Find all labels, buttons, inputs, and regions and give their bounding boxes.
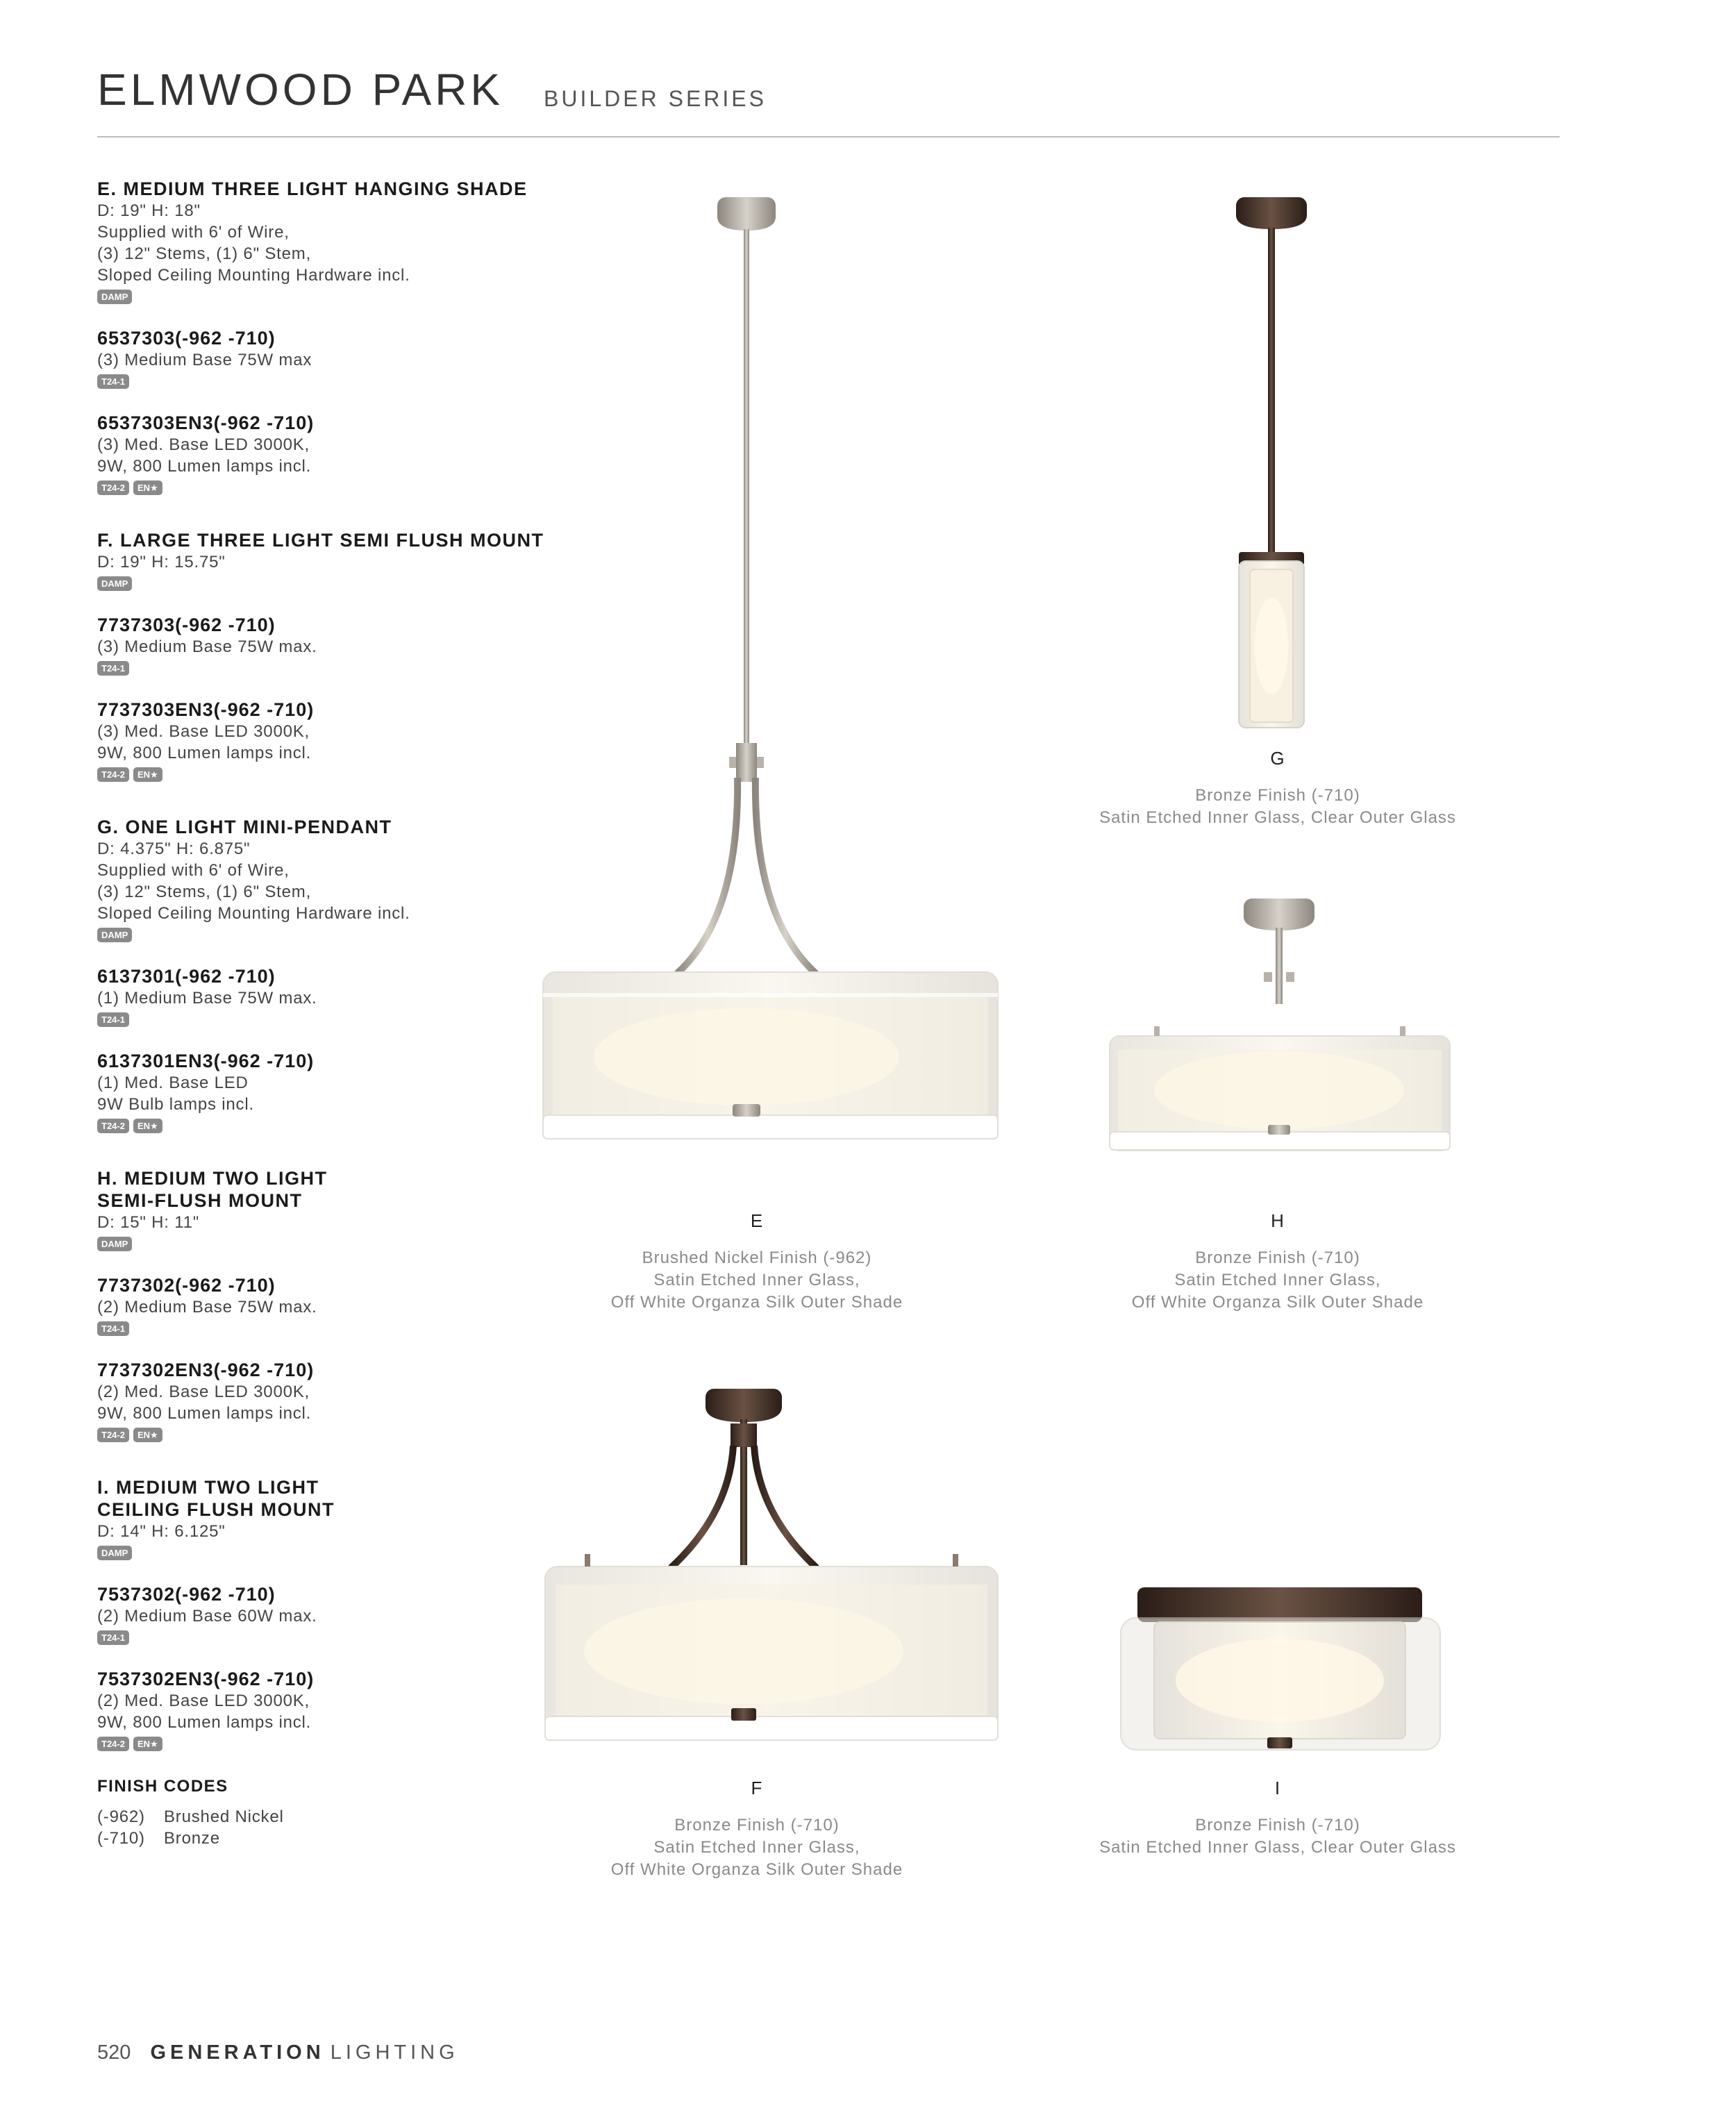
section-title: G. ONE LIGHT MINI-PENDANT [97,817,392,837]
finish-codes-title: FINISH CODES [97,1777,228,1796]
finish-name: Bronze [164,1829,220,1848]
model-number: 7737303(-962 -710) [97,615,276,635]
model-spec-line: 9W, 800 Lumen lamps incl. [97,457,312,476]
model-spec-line: (2) Med. Base LED 3000K, [97,1382,310,1401]
caption-line: Off White Organza Silk Outer Shade [610,1860,903,1879]
model-spec-line: (2) Medium Base 75W max. [97,1298,317,1317]
caption-letter: E [750,1210,764,1231]
certification-badge: DAMP [97,290,132,304]
certification-badge: T24-2 [97,767,129,782]
caption-line: Bronze Finish (-710) [674,1816,840,1835]
model-spec-line: 9W, 800 Lumen lamps incl. [97,744,312,762]
certification-badge: T24-1 [97,374,129,389]
model-spec-line: (3) Medium Base 75W max. [97,637,317,656]
certification-badge: EN★ [133,1737,162,1751]
model-number: 7737303EN3(-962 -710) [97,699,315,720]
model-spec-line: 9W, 800 Lumen lamps incl. [97,1713,312,1732]
caption-letter: F [751,1778,763,1798]
product-spec-section [97,178,569,496]
spec-line: D: 19" H: 15.75" [97,553,226,571]
model-spec-line: 9W, 800 Lumen lamps incl. [97,1404,312,1423]
badge-group [97,1428,569,1443]
badge-group [97,1321,569,1337]
certification-badge: T24-1 [97,1321,129,1336]
caption-line: Bronze Finish (-710) [1195,1248,1360,1267]
caption-letter: G [1270,748,1285,769]
certification-badge: T24-1 [97,661,129,676]
model-entry [97,614,569,676]
caption-line: Brushed Nickel Finish (-962) [642,1248,872,1267]
badge-group [97,928,569,943]
product-image-h [1062,889,1549,1194]
brand-name-light: LIGHTING [330,2041,459,2064]
spec-line: D: 4.375" H: 6.875" [97,839,251,858]
model-entry [97,412,569,496]
model-entry [97,1668,569,1752]
model-spec-line: (3) Med. Base LED 3000K, [97,722,310,741]
caption-letter: I [1274,1778,1281,1798]
page-title: ELMWOOD PARK [97,65,504,115]
section-title-line2: CEILING FLUSH MOUNT [97,1499,335,1520]
model-number: 7737302(-962 -710) [97,1275,276,1296]
badge-group [97,767,569,783]
certification-badge: EN★ [133,481,162,495]
badge-group [97,1630,569,1646]
brand-name-bold: GENERATION [150,2041,325,2064]
certification-badge: T24-1 [97,1630,129,1645]
product-image-i [1062,1555,1549,1764]
spec-line: Sloped Ceiling Mounting Hardware incl. [97,266,410,285]
finish-code-row [97,1806,569,1828]
badge-group [97,1237,569,1252]
header-divider [97,136,1560,137]
spec-line: Supplied with 6' of Wire, [97,223,290,242]
model-spec-line: (1) Medium Base 75W max. [97,989,317,1008]
caption-line: Off White Organza Silk Outer Shade [1131,1293,1424,1312]
model-entry [97,699,569,783]
badge-group [97,661,569,676]
model-entry [97,965,569,1028]
page-footer [97,2041,459,2064]
model-spec-line: (2) Med. Base LED 3000K, [97,1691,310,1710]
model-spec-line: (3) Medium Base 75W max [97,351,312,369]
product-image-e [528,181,1014,1194]
badge-group [97,1119,569,1134]
caption-line: Off White Organza Silk Outer Shade [610,1293,903,1312]
spec-line: Supplied with 6' of Wire, [97,861,290,880]
model-entry [97,1274,569,1337]
certification-badge: DAMP [97,1546,132,1560]
caption-line: Satin Etched Inner Glass, Clear Outer Glass [1099,808,1456,827]
model-spec-line: (3) Med. Base LED 3000K, [97,435,310,454]
finish-code: (-710) [97,1829,145,1848]
spec-line: Sloped Ceiling Mounting Hardware incl. [97,904,410,923]
model-number: 7537302(-962 -710) [97,1584,276,1605]
spec-line: (3) 12" Stems, (1) 6" Stem, [97,244,312,263]
section-title: E. MEDIUM THREE LIGHT HANGING SHADE [97,178,528,199]
caption-f [514,1778,1000,1881]
model-spec-line: (2) Medium Base 60W max. [97,1607,317,1626]
certification-badge: T24-2 [97,1737,129,1751]
product-spec-section [97,529,569,783]
finish-name: Brushed Nickel [164,1807,284,1826]
badge-group [97,1737,569,1752]
model-entry [97,1050,569,1134]
certification-badge: T24-2 [97,1428,129,1442]
caption-g [1035,748,1521,829]
section-title: I. MEDIUM TWO LIGHT [97,1477,319,1498]
badge-group [97,1546,569,1561]
product-spec-section [97,1167,569,1443]
badge-group [97,1012,569,1028]
page-subtitle: BUILDER SERIES [544,86,767,111]
certification-badge: EN★ [133,1428,162,1442]
spec-line: (3) 12" Stems, (1) 6" Stem, [97,883,312,901]
spec-column [97,178,569,1849]
badge-group [97,576,569,592]
finish-code-row [97,1828,569,1849]
caption-line: Satin Etched Inner Glass, [1174,1271,1381,1289]
caption-h [1035,1210,1521,1314]
caption-line: Bronze Finish (-710) [1195,1816,1360,1835]
model-number: 7737302EN3(-962 -710) [97,1360,315,1380]
certification-badge: T24-2 [97,481,129,495]
caption-letter: H [1271,1210,1285,1231]
section-title-line2: SEMI-FLUSH MOUNT [97,1190,303,1211]
certification-badge: EN★ [133,1119,162,1133]
model-number: 6537303EN3(-962 -710) [97,412,315,433]
certification-badge: T24-1 [97,1012,129,1027]
product-spec-section [97,1476,569,1752]
badge-group [97,374,569,390]
model-number: 7537302EN3(-962 -710) [97,1669,315,1689]
product-spec-section [97,816,569,1134]
section-title: H. MEDIUM TWO LIGHT [97,1168,328,1189]
finish-code: (-962) [97,1807,145,1826]
product-image-g [1062,181,1549,750]
caption-line: Satin Etched Inner Glass, Clear Outer Glass [1099,1838,1456,1857]
model-spec-line: 9W Bulb lamps incl. [97,1095,254,1114]
caption-line: Satin Etched Inner Glass, [653,1838,860,1857]
badge-group [97,290,569,305]
finish-codes [97,1777,569,1849]
spec-line: D: 19" H: 18" [97,201,201,220]
certification-badge: T24-2 [97,1119,129,1133]
caption-line: Bronze Finish (-710) [1195,786,1360,805]
spec-line: D: 14" H: 6.125" [97,1522,226,1541]
model-entry [97,1583,569,1646]
model-number: 6137301EN3(-962 -710) [97,1051,315,1071]
badge-group [97,481,569,496]
caption-line: Satin Etched Inner Glass, [653,1271,860,1289]
model-number: 6537303(-962 -710) [97,328,276,349]
certification-badge: DAMP [97,928,132,942]
model-entry [97,327,569,390]
model-number: 6137301(-962 -710) [97,966,276,987]
caption-e [514,1210,1000,1314]
model-entry [97,1359,569,1443]
certification-badge: EN★ [133,767,162,782]
certification-badge: DAMP [97,576,132,591]
section-title: F. LARGE THREE LIGHT SEMI FLUSH MOUNT [97,530,544,551]
page-number: 520 [97,2041,131,2064]
model-spec-line: (1) Med. Base LED [97,1073,249,1092]
spec-line: D: 15" H: 11" [97,1213,200,1232]
certification-badge: DAMP [97,1237,132,1251]
caption-i [1035,1778,1521,1859]
product-image-f [528,1382,1014,1771]
